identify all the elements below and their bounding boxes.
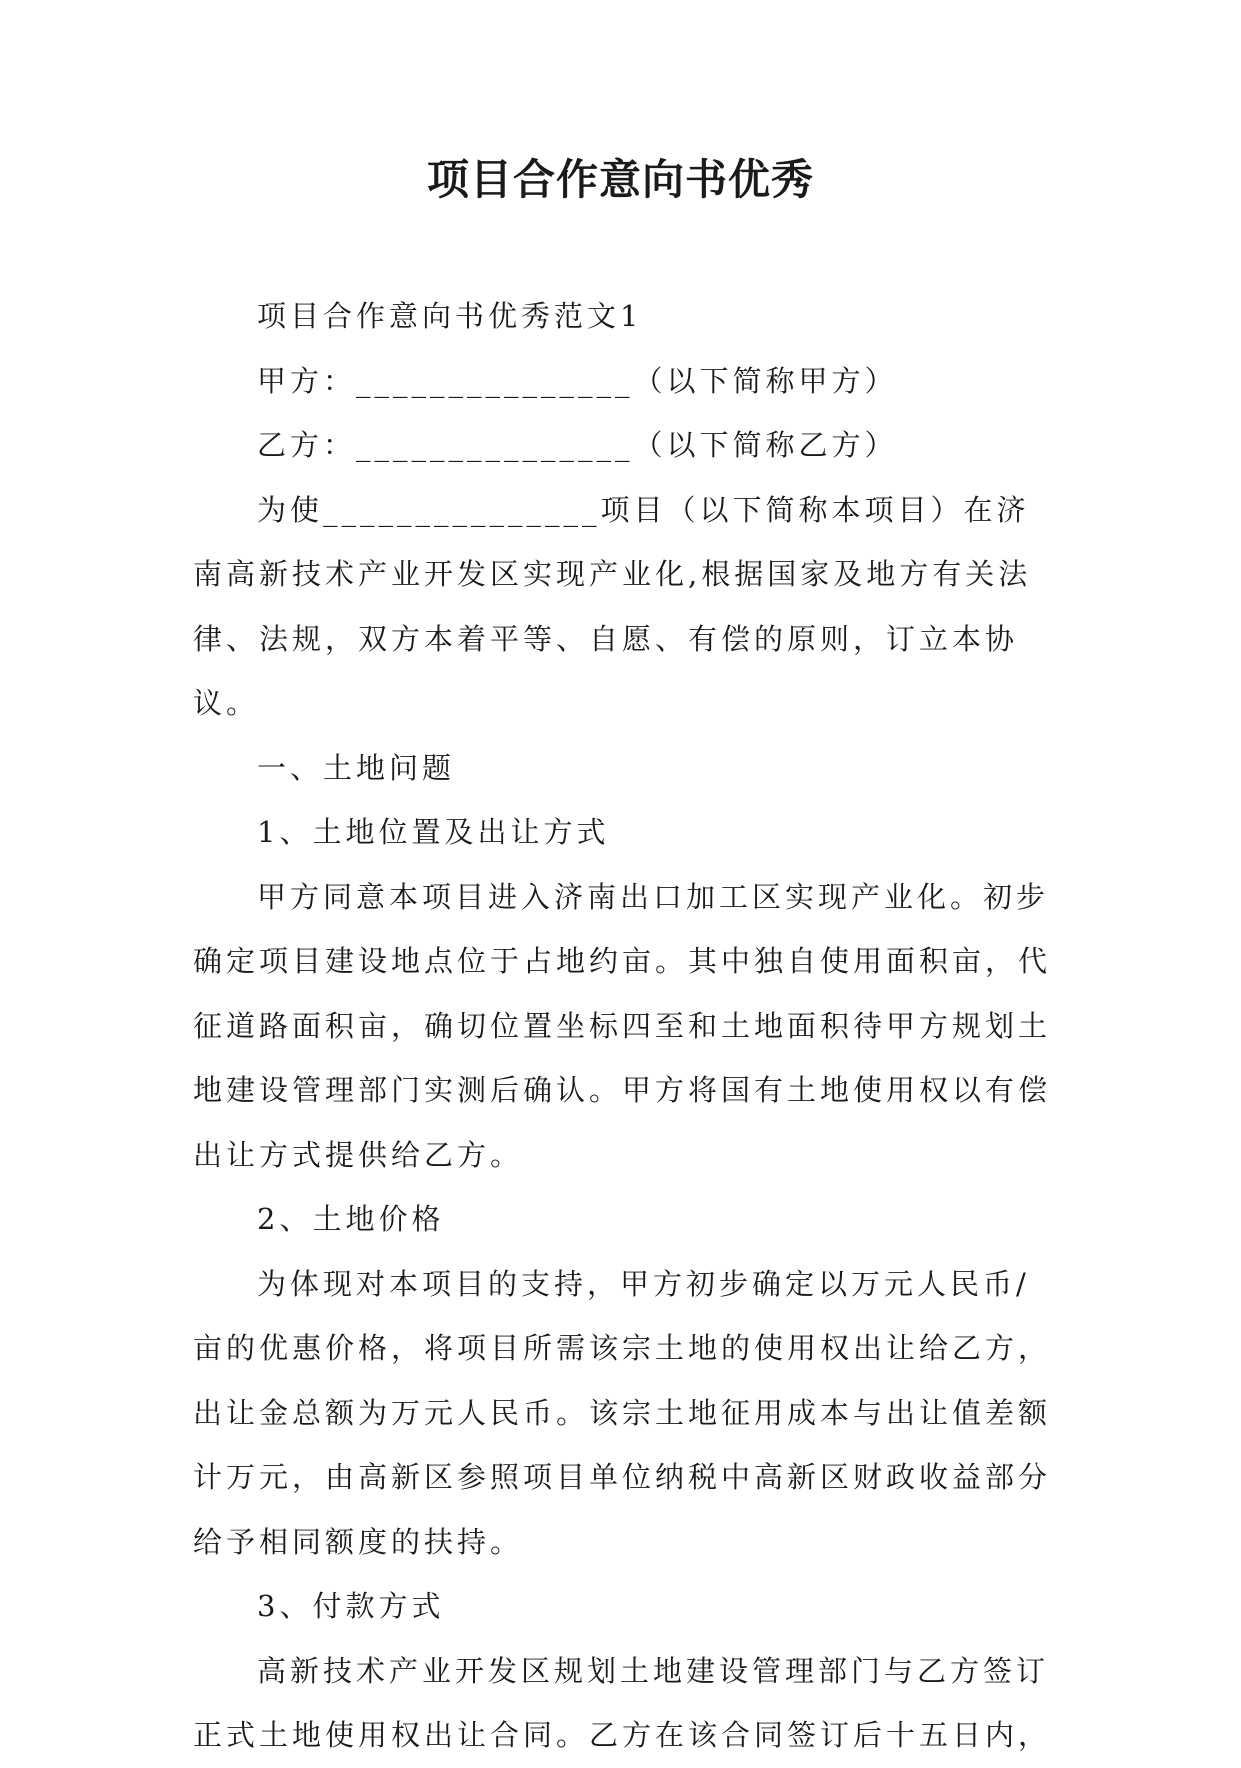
paragraph-payment: 高新技术产业开发区规划土地建设管理部门与乙方签订正式土地使用权出让合同。乙方在该合同签订后十五日内， — [193, 1653, 1052, 1752]
subheading-land-location: 1、土地位置及出让方式 — [257, 815, 610, 849]
paragraph-land-price: 为体现对本项目的支持，甲方初步确定以万元人民币/亩的优惠价格，将项目所需该宗土地的使用权出让给乙方，出让金总额为万元人民币。该宗土地征用成本与出让值差额计万元，由高新区参照项目单位纳税中高新区财政收益部分给予相同额度的扶持。 — [193, 1266, 1052, 1559]
paragraph-land-location: 甲方同意本项目进入济南出口加工区实现产业化。初步确定项目建设地点位于占地约亩。其中独自使用面积亩，代征道路面积亩，确切位置坐标四至和土地面积待甲方规划土地建设管理部门实测后确认。甲方将国有土地使用权以有偿出让方式提供给乙方。 — [193, 879, 1052, 1172]
document-title: 项目合作意向书优秀 — [426, 155, 814, 204]
subheading-payment: 3、付款方式 — [257, 1589, 445, 1623]
paragraph-party-b: 乙方：_______________（以下简称乙方） — [257, 428, 898, 462]
section-heading-land: 一、土地问题 — [257, 750, 456, 785]
paragraph-subtitle: 项目合作意向书优秀范文1 — [257, 299, 643, 333]
subheading-land-price: 2、土地价格 — [257, 1202, 445, 1236]
paragraph-purpose: 为使_______________项目（以下简称本项目）在济南高新技术产业开发区实现产业化,根据国家及地方有关法律、法规，双方本着平等、自愿、有偿的原则，订立本协议。 — [193, 492, 1032, 720]
document-body — [193, 284, 1053, 1768]
paragraph-party-a: 甲方：_______________（以下简称甲方） — [257, 363, 898, 398]
